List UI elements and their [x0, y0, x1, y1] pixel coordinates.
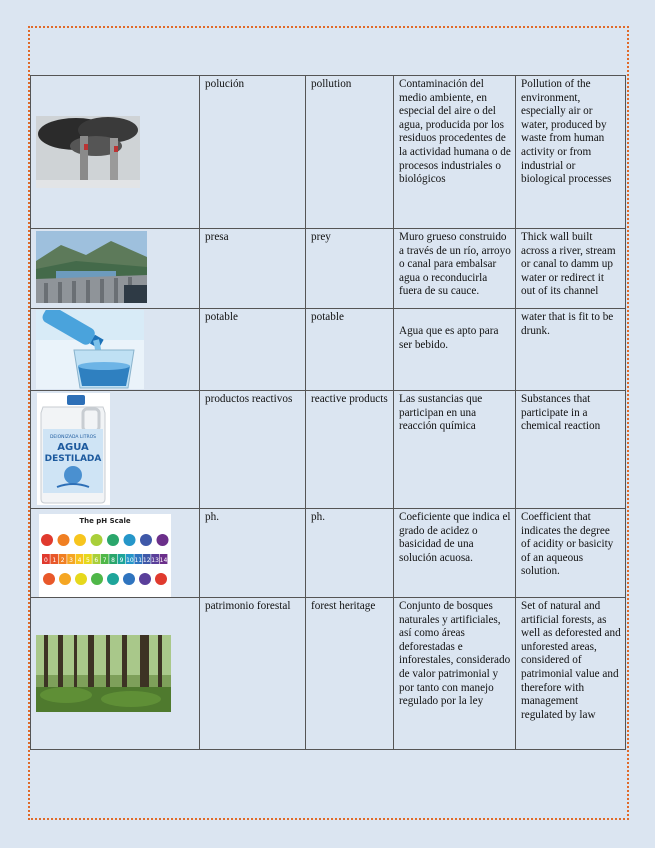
ph-number: 10	[126, 557, 134, 564]
ph-example-icon	[155, 573, 167, 585]
factory-smokestacks-photo	[36, 116, 140, 188]
ph-example-icon	[43, 573, 55, 585]
term-en: ph.	[306, 509, 394, 598]
forest-photo	[36, 635, 171, 712]
ph-example-icon	[124, 534, 136, 546]
jug-label-line3: DESTILADA	[44, 454, 102, 464]
distilled-water-jug-photo	[37, 393, 110, 505]
ph-number: 9	[119, 557, 124, 564]
term-es: presa	[200, 229, 306, 309]
term-en: pollution	[306, 76, 394, 229]
ph-example-icon	[41, 534, 53, 546]
ph-example-icon	[91, 534, 103, 546]
ph-example-icon	[139, 573, 151, 585]
term-es: polución	[200, 76, 306, 229]
ph-number: 1	[52, 557, 57, 564]
ph-scale-title: The pH Scale	[79, 517, 131, 525]
table-row	[31, 509, 626, 598]
dam-photo	[36, 231, 147, 303]
ph-example-icon	[140, 534, 152, 546]
table-row	[31, 76, 626, 229]
definition-en: Set of natural and artificial forests, as well as deforested and unforested areas, considered of patrimonial value and therefore with management regulated by law	[516, 598, 626, 750]
term-es: ph.	[200, 509, 306, 598]
vocabulary-table	[30, 75, 626, 750]
ph-number: 14	[159, 557, 168, 564]
jug-label-line1: DEIONIZADA LITROS	[49, 435, 97, 440]
ph-example-icon	[107, 573, 119, 585]
term-en: forest heritage	[306, 598, 394, 750]
table-row	[31, 598, 626, 750]
term-en: potable	[306, 309, 394, 391]
ph-example-icon	[58, 534, 70, 546]
ph-number: 0	[43, 557, 48, 564]
ph-example-icon	[74, 534, 86, 546]
term-es: patrimonio forestal	[200, 598, 306, 750]
ph-number: 11	[134, 557, 143, 564]
term-en: prey	[306, 229, 394, 309]
definition-es: Coeficiente que indica el grado de acidez o basicidad de una solución acuosa.	[394, 509, 516, 598]
image-cell	[31, 391, 200, 509]
definition-es: Las sustancias que participan en una reacción química	[394, 391, 516, 509]
water-glass-photo	[36, 310, 144, 389]
term-en: reactive products	[306, 391, 394, 509]
ph-number: 12	[142, 557, 151, 564]
definition-es: Muro grueso construido a través de un río, arroyo o canal para embalsar agua o reconducirla fuera de su cauce.	[394, 229, 516, 309]
ph-number: 7	[102, 557, 107, 564]
table-row	[31, 229, 626, 309]
definition-en: Coefficient that indicates the degree of acidity or basicity of an aqueous solution.	[516, 509, 626, 598]
definition-es: Contaminación del medio ambiente, en especial del aire o del agua, producida por los residuos procedentes de la actividad humana o de procesos industriales o biológicos	[394, 76, 516, 229]
table-row	[31, 391, 626, 509]
ph-example-icon	[123, 573, 135, 585]
definition-en: Thick wall built across a river, stream or canal to damm up water or redirect it out of its channel	[516, 229, 626, 309]
definition-en: Substances that participate in a chemical reaction	[516, 391, 626, 509]
ph-number: 2	[60, 557, 65, 564]
ph-number: 6	[94, 557, 99, 564]
jug-label-line2: AGUA	[57, 442, 89, 453]
term-es: productos reactivos	[200, 391, 306, 509]
image-cell	[31, 309, 200, 391]
image-cell	[31, 76, 200, 229]
ph-scale-chart	[39, 514, 171, 598]
ph-number: 4	[77, 557, 82, 564]
ph-number: 8	[111, 557, 116, 564]
definition-en: Pollution of the environment, especially air or water, produced by waste from human activity or from industrial or biological processes	[516, 76, 626, 229]
ph-example-icon	[157, 534, 169, 546]
ph-number: 3	[69, 557, 74, 564]
ph-example-icon	[75, 573, 87, 585]
image-cell	[31, 229, 200, 309]
ph-number: 5	[85, 557, 90, 564]
definition-en: water that is fit to be drunk.	[516, 309, 626, 391]
image-cell	[31, 598, 200, 750]
ph-example-icon	[107, 534, 119, 546]
ph-example-icon	[59, 573, 71, 585]
ph-example-icon	[91, 573, 103, 585]
image-cell	[31, 509, 200, 598]
table-row	[31, 309, 626, 391]
definition-es: Conjunto de bosques naturales y artificiales, así como áreas deforestadas e inforestales, considerado de valor patrimonial y por tanto con manejo regulado por la ley	[394, 598, 516, 750]
definition-es: Agua que es apto para ser bebido.	[394, 309, 516, 391]
term-es: potable	[200, 309, 306, 391]
ph-number: 13	[151, 557, 159, 564]
